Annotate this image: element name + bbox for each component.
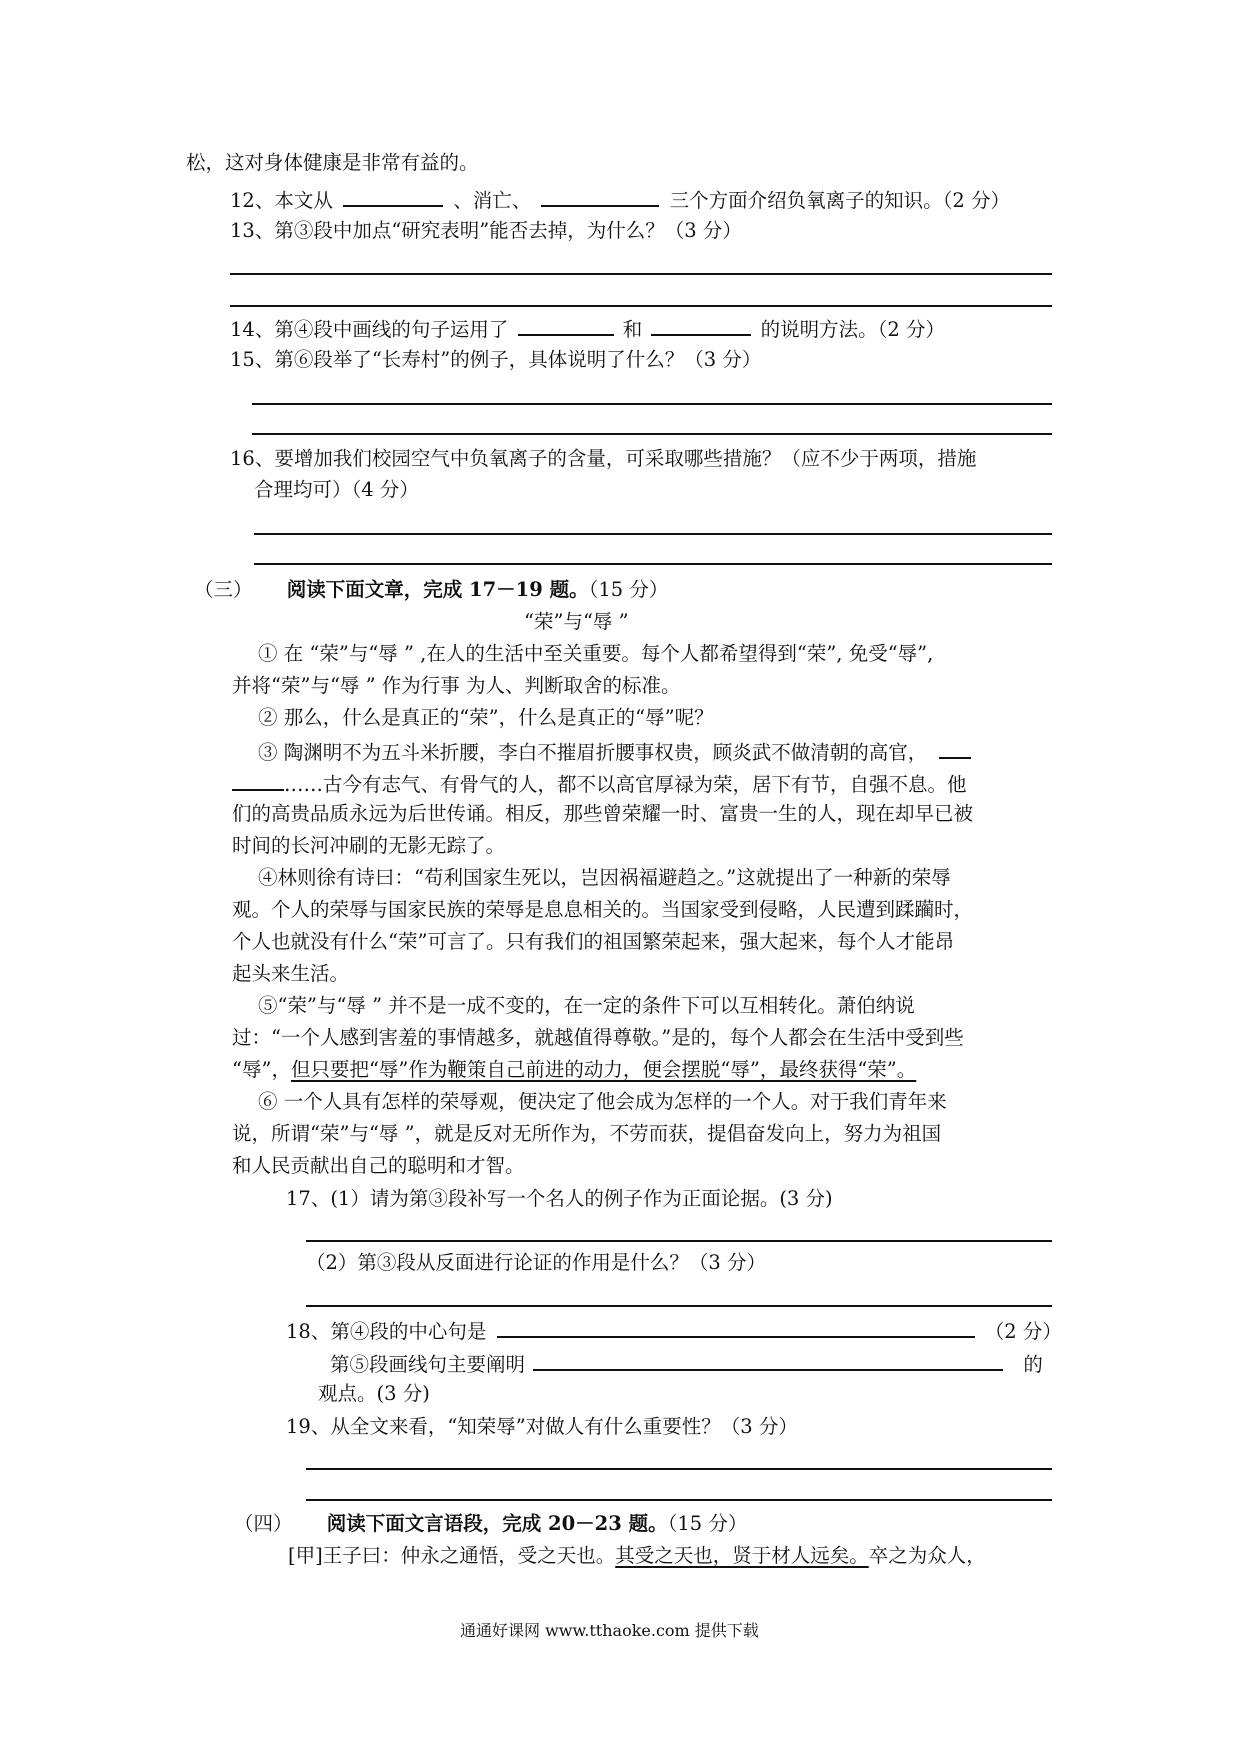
passage-text: 卒之为众人， — [868, 1544, 986, 1567]
underlined-sentence: 其受之天也，贤于材人远矣。 — [615, 1544, 869, 1567]
paragraph-1: 并将“荣”与“辱 ” 作为行事 为人、判断取舍的标准。 — [232, 674, 681, 697]
question-text: 的说明方法。（2 分） — [760, 318, 946, 341]
answer-line[interactable] — [252, 433, 1052, 435]
answer-blank[interactable] — [533, 1349, 1003, 1371]
paragraph-text: “辱”， — [232, 1058, 291, 1081]
article-title: “荣”与“辱 ” — [524, 610, 629, 633]
paragraph-4: 观。个人的荣辱与国家民族的荣辱是息息相关的。当国家受到侵略，人民遭到蹂躏时， — [232, 898, 974, 921]
answer-blank[interactable] — [541, 185, 659, 207]
answer-line[interactable] — [230, 305, 1052, 307]
answer-blank[interactable] — [651, 314, 751, 336]
underlined-sentence: 但只要把“辱”作为鞭策自己前进的动力，便会摆脱“辱”，最终获得“荣”。 — [290, 1058, 917, 1081]
paragraph-5: 过：“一个人感到害羞的事情越多，就越值得尊敬。”是的，每个人都会在生活中受到些 — [232, 1026, 964, 1049]
answer-line[interactable] — [230, 273, 1052, 275]
question-19: 19、从全文来看，“知荣辱”对做人有什么重要性？（3 分） — [286, 1415, 798, 1438]
passage-text: [甲]王子曰：仲永之通悟，受之天也。 — [288, 1544, 616, 1567]
section-3-heading — [194, 577, 668, 603]
section-score: （15 分） — [667, 1512, 748, 1535]
question-14 — [230, 314, 945, 343]
question-text: 的 — [1023, 1353, 1043, 1376]
answer-blank[interactable] — [343, 185, 443, 207]
question-17: 17、(1）请为第③段补写一个名人的例子作为正面论据。(3 分) — [286, 1187, 833, 1210]
paragraph-3 — [258, 737, 971, 766]
answer-line[interactable] — [254, 533, 1052, 535]
question-text: 和 — [622, 318, 643, 341]
paragraph-3 — [232, 769, 967, 798]
paragraph-text: ……古今有志气、有骨气的人，都不以高官厚禄为荣，居下有节，自强不息。他 — [284, 773, 967, 796]
question-15: 15、第⑥段举了“长寿村”的例子，具体说明了什么？（3 分） — [230, 348, 762, 371]
paragraph-3: 们的高贵品质永远为后世传诵。相反，那些曾荣耀一时、富贵一生的人，现在却早已被 — [232, 802, 974, 825]
paragraph-6: 和人民贡献出自己的聪明和才智。 — [232, 1154, 525, 1177]
paragraph-5 — [232, 1057, 916, 1083]
question-16: 16、要增加我们校园空气中负氧离子的含量，可采取哪些措施？（应不少于两项，措施 — [230, 447, 977, 470]
section-title: 阅读下面文言语段，完成 20－23 题。 — [326, 1512, 668, 1535]
question-text: 第⑤段画线句主要阐明 — [330, 1353, 526, 1376]
text-line: 松，这对身体健康是非常有益的。 — [186, 151, 479, 174]
answer-line[interactable] — [306, 1305, 1052, 1307]
section-4-heading — [234, 1511, 747, 1537]
section-score: （15 分） — [588, 578, 669, 601]
section-number: （四） — [234, 1512, 293, 1535]
question-16: 合理均可）（4 分） — [254, 478, 419, 501]
answer-line[interactable] — [254, 563, 1052, 565]
paragraph-5: ⑤“荣”与“辱 ” 并不是一成不变的，在一定的条件下可以互相转化。萧伯纳说 — [258, 994, 915, 1017]
question-17-2: （2）第③段从反面进行论证的作用是什么？（3 分） — [306, 1251, 767, 1274]
paragraph-4: ④林则徐有诗曰：“苟利国家生死以，岂因祸福避趋之。”这就提出了一种新的荣辱 — [258, 866, 951, 889]
answer-line[interactable] — [306, 1499, 1052, 1501]
answer-blank[interactable] — [518, 314, 614, 336]
question-text: （2 分） — [984, 1320, 1062, 1343]
question-text: 12、本文从 — [230, 189, 333, 212]
question-text: 、消亡、 — [453, 189, 532, 212]
question-18: 观点。(3 分) — [318, 1382, 430, 1405]
answer-line[interactable] — [306, 1468, 1052, 1470]
answer-line[interactable] — [252, 403, 1052, 405]
question-12 — [230, 185, 1010, 214]
paragraph-6: ⑥ 一个人具有怎样的荣辱观，便决定了他会成为怎样的一个人。对于我们青年来 — [258, 1090, 947, 1113]
question-text: 三个方面介绍负氧离子的知识。（2 分） — [669, 189, 1011, 212]
classical-passage — [288, 1543, 986, 1569]
section-title: 阅读下面文章，完成 17－19 题。 — [286, 578, 589, 601]
section-number: （三） — [194, 578, 253, 601]
paragraph-4: 起头来生活。 — [232, 962, 350, 985]
question-18 — [286, 1316, 1062, 1345]
page-footer: 通通好课网 www.tthaoke.com 提供下载 — [460, 1621, 759, 1640]
answer-blank[interactable] — [939, 737, 971, 759]
answer-line[interactable] — [306, 1240, 1052, 1242]
question-18 — [330, 1349, 1043, 1378]
paragraph-text: ③ 陶渊明不为五斗米折腰，李白不摧眉折腰事权贵，顾炎武不做清朝的高官， — [258, 741, 928, 764]
question-text: 18、第④段的中心句是 — [286, 1320, 487, 1343]
paragraph-1: ① 在 “荣”与“辱 ” ,在人的生活中至关重要。每个人都希望得到“荣”, 免受“辱”, — [258, 642, 934, 665]
question-13: 13、第③段中加点“研究表明”能否去掉，为什么？（3 分） — [230, 219, 742, 242]
paragraph-2: ② 那么，什么是真正的“荣”，什么是真正的“辱”呢？ — [258, 706, 714, 729]
paragraph-3: 时间的长河冲刷的无影无踪了。 — [232, 834, 506, 857]
paragraph-4: 个人也就没有什么“荣”可言了。只有我们的祖国繁荣起来，强大起来，每个人才能昂 — [232, 930, 954, 953]
answer-blank[interactable] — [497, 1316, 975, 1338]
question-text: 14、第④段中画线的句子运用了 — [230, 318, 509, 341]
answer-blank[interactable] — [232, 769, 284, 791]
paragraph-6: 说，所谓“荣”与“辱 ”，就是反对无所作为，不劳而获，提倡奋发向上，努力为祖国 — [232, 1122, 942, 1145]
